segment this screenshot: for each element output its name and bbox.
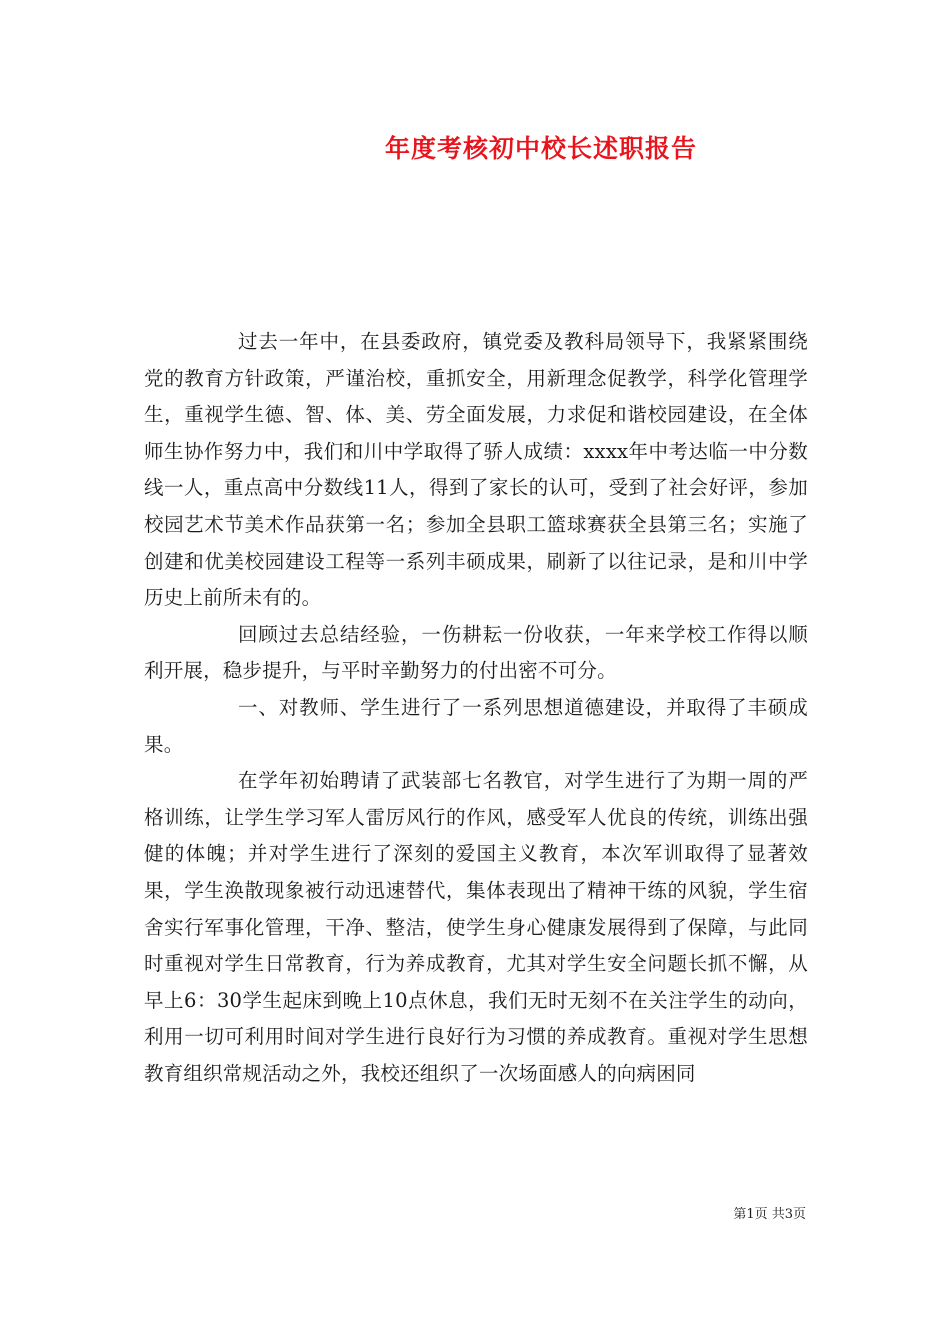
paragraph-section-one-heading: 一、对教师、学生进行了一系列思想道德建设，并取得了丰硕成果。 bbox=[144, 695, 808, 756]
paragraph-military-training: 在学年初始聘请了武装部七名教官，对学生进行了为期一周的严格训练，让学生学习军人雷厉风行的作风，感受军人优良的传统，训练出强健的体魄；并对学生进行了深刻的爱国主义教育，本次军训取得了显著效果，学生涣散现象被行动迅速替代，集体表现出了精神干练的风貌，学生宿舍实行军事化管理，干净、整洁，使学生身心健康发展得到了保障，与此同时重视对学生日常教育，行为养成教育，尤其对学生安全问题长抓不懈，从早上6：30学生起床到晚上10点休息，我们无时无刻不在关注学生的动向，利用一切可利用时间对学生进行良好行为习惯的养成教育。重视对学生思想教育组织常规活动之外，我校还组织了一次场面感人的向病困同 bbox=[144, 769, 808, 1085]
paragraph-intro: 过去一年中，在县委政府，镇党委及教科局领导下，我紧紧围绕党的教育方针政策，严谨治校，重抓安全，用新理念促教学，科学化管理学生，重视学生德、智、体、美、劳全面发展，力求促和谐校园建设，在全体师生协作努力中，我们和川中学取得了骄人成绩：xxxx年中考达临一中分数线一人，重点高中分数线11人，得到了家长的认可，受到了社会好评，参加校园艺术节美术作品获第一名；参加全县职工篮球赛获全县第三名；实施了创建和优美校园建设工程等一系列丰硕成果，刷新了以往记录，是和川中学历史上前所未有的。 bbox=[144, 330, 808, 610]
page-number-footer: 第1页 共3页 bbox=[733, 1207, 806, 1222]
document-body bbox=[144, 324, 808, 1092]
paragraph-review: 回顾过去总结经验，一伤耕耘一份收获，一年来学校工作得以顺利开展，稳步提升，与平时辛勤努力的付出密不可分。 bbox=[144, 622, 808, 683]
document-title: 年度考核初中校长述职报告 bbox=[384, 134, 697, 163]
